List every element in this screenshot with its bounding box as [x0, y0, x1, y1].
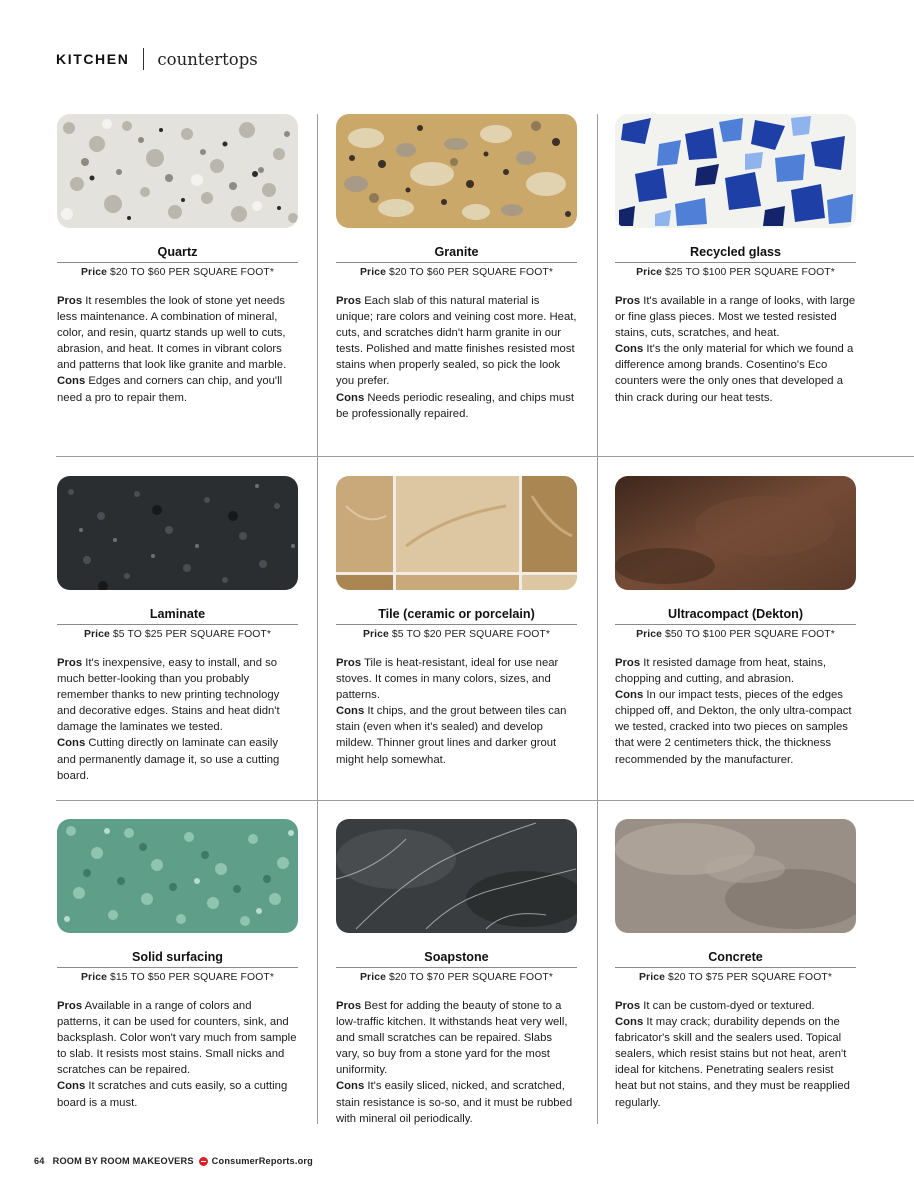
concrete-texture	[615, 819, 856, 933]
quartz-swatch	[57, 114, 298, 228]
material-card-laminate	[57, 476, 298, 784]
material-description: Pros It's available in a range of looks, with large or fine glass pieces. Most we tested resisted stains, cuts, scratches, and heat. Cons It's the only material for which we found a difference among brands. Cosentino's Eco counters were the only ones that developed a thin crack during our heat tests.	[615, 295, 856, 404]
solid-surfacing-swatch	[57, 819, 298, 933]
material-price: Price $20 TO $75 PER SQUARE FOOT*	[639, 972, 832, 983]
recycled-glass-texture	[615, 114, 856, 228]
material-card-solid-surfacing	[57, 819, 298, 1111]
column-divider	[317, 114, 318, 1124]
page-footer	[34, 1156, 313, 1166]
website-link[interactable]: ConsumerReports.org	[211, 1156, 313, 1166]
solid-surfacing-texture	[57, 819, 298, 933]
soapstone-texture	[336, 819, 577, 933]
material-card-soapstone	[336, 819, 577, 1127]
laminate-swatch	[57, 476, 298, 590]
material-name: Recycled glass	[615, 245, 856, 263]
material-price: Price $20 TO $70 PER SQUARE FOOT*	[360, 972, 553, 983]
material-name: Granite	[336, 245, 577, 263]
granite-texture	[336, 114, 577, 228]
consumer-reports-logo-icon	[199, 1157, 208, 1166]
subsection-label: countertops	[157, 49, 258, 69]
material-card-ultracompact	[615, 476, 856, 768]
material-price: Price $5 TO $20 PER SQUARE FOOT*	[362, 629, 551, 640]
quartz-texture	[57, 114, 298, 228]
section-label: KITCHEN	[56, 51, 130, 67]
material-card-tile	[336, 476, 577, 768]
material-name: Quartz	[57, 245, 298, 263]
material-description: Pros Best for adding the beauty of stone to a low-traffic kitchen. It withstands heat very well, and small scratches can be repaired. Slabs vary, so buy from a stone yard for the most uniformity. Cons It's easily sliced, nicked, and scratched, stain resistance is so-so, and it must be rubbed with mineral oil periodically.	[336, 1000, 573, 1125]
granite-swatch	[336, 114, 577, 228]
material-description: Pros Tile is heat-resistant, ideal for use near stoves. It comes in many colors, sizes, and patterns. Cons It chips, and the grout between tiles can stain (even when it's sealed) and develop mildew. Thinner grout lines and darker grout might help somewhat.	[336, 657, 567, 766]
material-name: Ultracompact (Dekton)	[615, 607, 856, 625]
soapstone-swatch	[336, 819, 577, 933]
material-price: Price $20 TO $60 PER SQUARE FOOT*	[81, 267, 274, 278]
material-price: Price $25 TO $100 PER SQUARE FOOT*	[636, 267, 835, 278]
column-divider	[597, 114, 598, 1124]
page-number: 64	[34, 1156, 45, 1166]
concrete-swatch	[615, 819, 856, 933]
tile-texture	[336, 476, 577, 590]
publication-title: ROOM BY ROOM MAKEOVERS	[52, 1156, 194, 1166]
material-name: Solid surfacing	[57, 950, 298, 968]
ultracompact-texture	[615, 476, 856, 590]
material-name: Soapstone	[336, 950, 577, 968]
material-description: Pros Available in a range of colors and patterns, it can be used for counters, sink, and backsplash. Color won't vary much from sample to slab. It resists most stains. Small nicks and scratches can be repaired. Cons It scratches and cuts easily, so a cutting board is a must.	[57, 1000, 297, 1109]
recycled-glass-swatch	[615, 114, 856, 228]
material-price: Price $5 TO $25 PER SQUARE FOOT*	[83, 629, 272, 640]
material-card-concrete	[615, 819, 856, 1111]
material-name: Laminate	[57, 607, 298, 625]
row-divider	[56, 800, 914, 801]
material-name: Concrete	[615, 950, 856, 968]
material-card-recycled-glass	[615, 114, 856, 406]
material-description: Pros It can be custom-dyed or textured. Cons It may crack; durability depends on the fabricator's skill and the sealers used. Topical sealers, which resist stains but not heat, aren't ideal for kitchens. Penetrating sealers resist heat but not stains, and they must be reapplied regularly.	[615, 1000, 850, 1109]
material-description: Pros It's inexpensive, easy to install, and so much better-looking than you probably remember thanks to new printing technology and decorative edges. Stains and heat didn't damage the laminates we tested. Cons Cutting directly on laminate can easily and permanently damage it, so use a cutting board.	[57, 657, 280, 782]
tile-swatch	[336, 476, 577, 590]
row-divider	[56, 456, 914, 457]
material-name: Tile (ceramic or porcelain)	[336, 607, 577, 625]
material-description: Pros It resembles the look of stone yet needs less maintenance. A combination of mineral, color, and resin, quartz stands up well to cuts, abrasion, and heat. It comes in vibrant colors and patterns that look like granite and marble. Cons Edges and corners can chip, and you'll need a pro to repair them.	[57, 295, 287, 404]
material-description: Pros Each slab of this natural material is unique; rare colors and veining cost more. Heat, cuts, and scratches didn't harm granite in our tests. Polished and matte finishes resisted most stains when properly sealed, so pick the look you prefer. Cons Needs periodic resealing, and chips must be professionally repaired.	[336, 295, 577, 420]
material-card-quartz	[57, 114, 298, 406]
material-price: Price $15 TO $50 PER SQUARE FOOT*	[81, 972, 274, 983]
material-description: Pros It resisted damage from heat, stains, chopping and cutting, and abrasion. Cons In our impact tests, pieces of the edges chipped off, and Dekton, the only ultra-compact we tested, cracked into two pieces on samples that were 2 centimeters thick, the thickness recommended by the manufacturer.	[615, 657, 852, 766]
laminate-texture	[57, 476, 298, 590]
material-price: Price $50 TO $100 PER SQUARE FOOT*	[636, 629, 835, 640]
material-card-granite	[336, 114, 577, 422]
material-price: Price $20 TO $60 PER SQUARE FOOT*	[360, 267, 553, 278]
ultracompact-swatch	[615, 476, 856, 590]
